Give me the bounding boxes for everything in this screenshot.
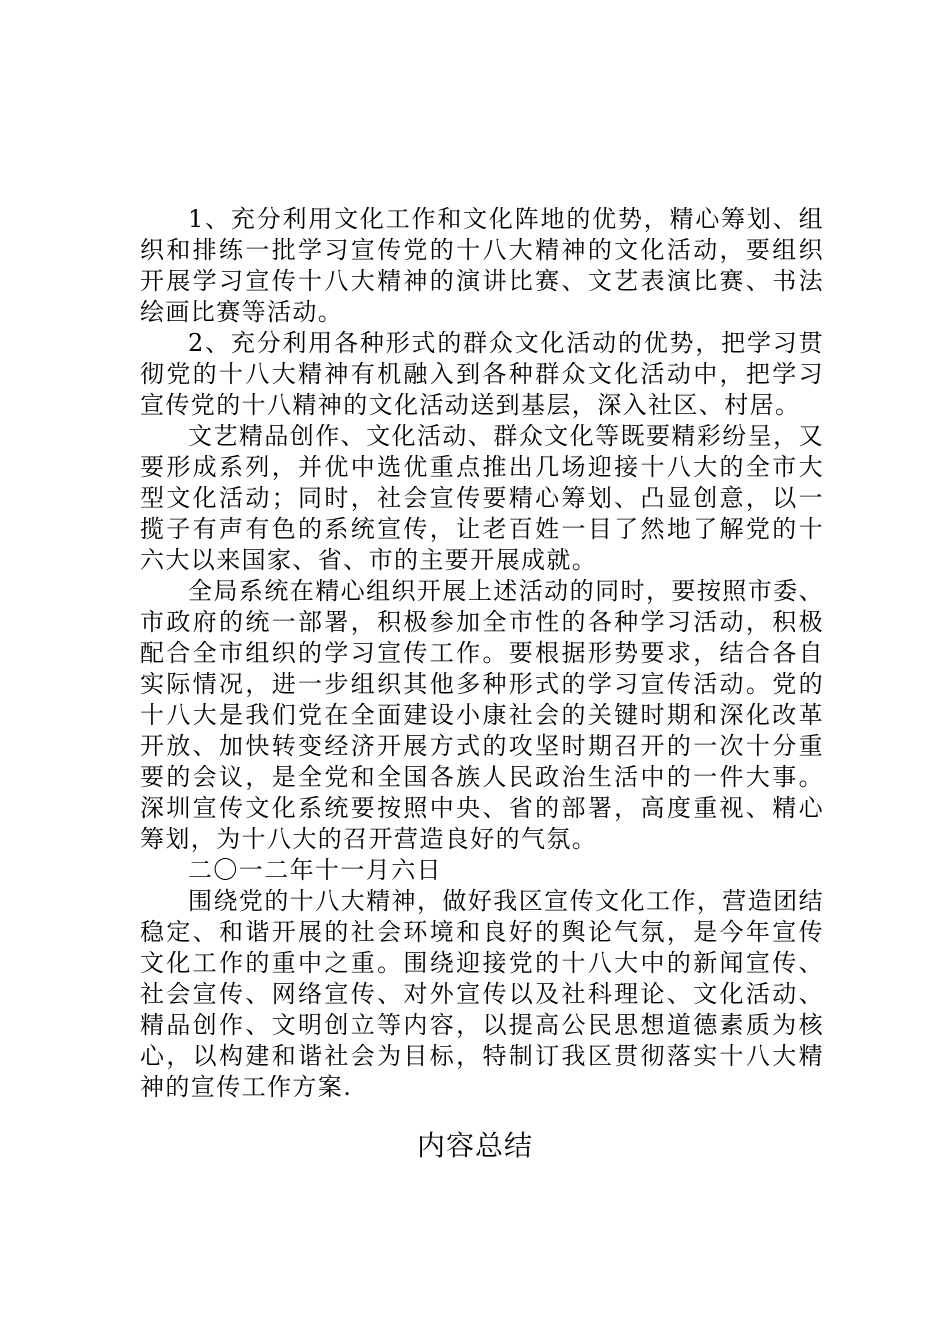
paragraph-6: 围绕党的十八大精神，做好我区宣传文化工作，营造团结稳定、和谐开展的社会环境和良好的舆论气氛，是今年宣传文化工作的重中之重。围绕迎接党的十八大中的新闻宣传、社会宣传、网络宣传、对外宣传以及社科理论、文化活动、精品创作、文明创立等内容，以提高公民思想道德素质为核心，以构建和谐社会为目标，特制订我区贯彻落实十八大精神的宣传工作方案. <box>140 887 824 1101</box>
date-line: 二〇一二年十一月六日 <box>188 856 442 884</box>
paragraph-4: 全局系统在精心组织开展上述活动的同时，要按照市委、市政府的统一部署，积极参加全市性的各种学习活动，积极配合全市组织的学习宣传工作。要根据形势要求，结合各自实际情况，进一步组织其他多种形式的学习宣传活动。党的十八大是我们党在全面建设小康社会的关键时期和深化改革开放、加快转变经济开展方式的攻坚时期召开的一次十分重要的会议，是全党和全国各族人民政治生活中的一件大事。深圳宣传文化系统要按照中央、省的部署，高度重视、精心筹划，为十八大的召开营造良好的气氛。 <box>140 577 824 853</box>
paragraph-3: 文艺精品创作、文化活动、群众文化等既要精彩纷呈，又要形成系列，并优中选优重点推出几场迎接十八大的全市大型文化活动；同时，社会宣传要精心筹划、凸显创意，以一揽子有声有色的系统宣传，让老百姓一目了然地了解党的十六大以来国家、省、市的主要开展成就。 <box>140 422 824 574</box>
document-body <box>140 204 824 1103</box>
paragraph-1: 1、充分利用文化工作和文化阵地的优势，精心筹划、组织和排练一批学习宣传党的十八大精神的文化活动，要组织开展学习宣传十八大精神的演讲比赛、文艺表演比赛、书法绘画比赛等活动。 <box>140 205 824 326</box>
paragraph-2: 2、充分利用各种形式的群众文化活动的优势，把学习贯彻党的十八大精神有机融入到各种群众文化活动中，把学习宣传党的十八精神的文化活动送到基层，深入社区、村居。 <box>140 329 824 419</box>
summary-title: 内容总结 <box>416 1129 533 1162</box>
